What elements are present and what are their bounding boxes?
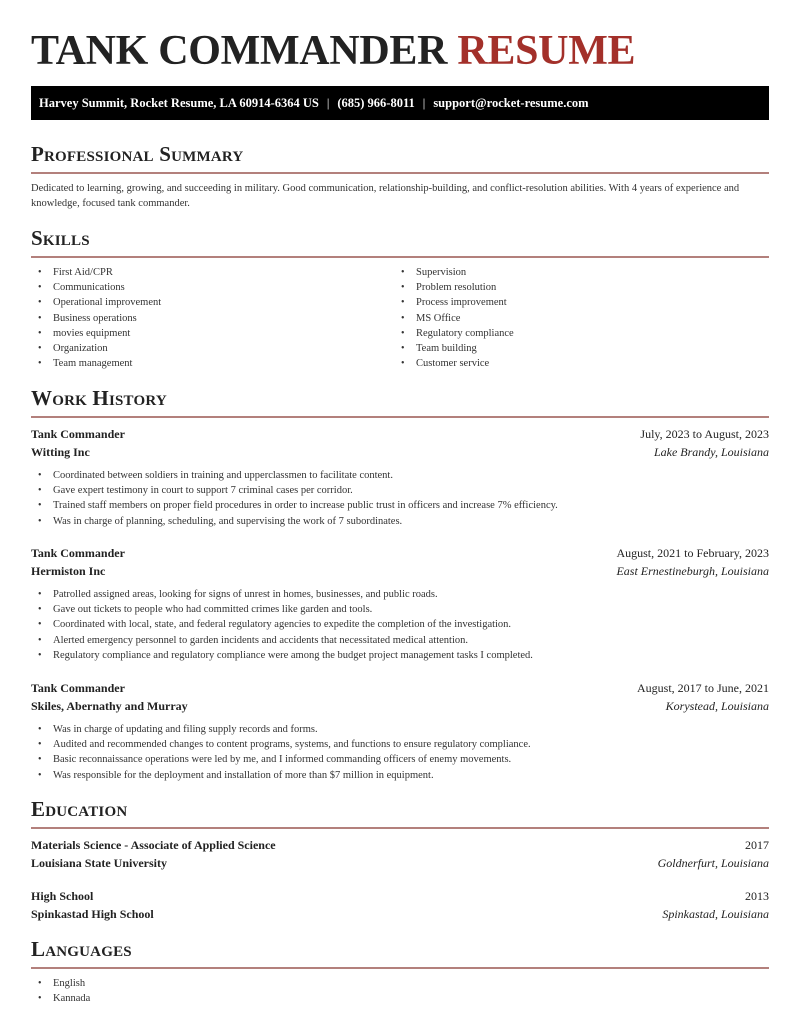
section-divider <box>31 967 769 969</box>
job-bullet: • Gave expert testimony in court to support 7 criminal cases per corridor. <box>31 483 558 498</box>
skill-item: • Supervision <box>394 265 514 280</box>
job-header <box>31 426 769 442</box>
job-dates: August, 2021 to February, 2023 <box>616 546 769 560</box>
job-bullet: • Trained staff members on proper field procedures in order to increase public trust in officers and increase 7% efficiency. <box>31 498 558 513</box>
education-degree: High School <box>31 889 94 903</box>
title-main: TANK COMMANDER <box>31 28 448 74</box>
job-bullets <box>31 587 533 663</box>
skill-item: • Team building <box>394 341 514 356</box>
contact-address: Harvey Summit, Rocket Resume, LA 60914-6364 US <box>39 95 319 110</box>
education-school: Spinkastad High School <box>31 907 154 921</box>
skill-item: • Problem resolution <box>394 280 514 295</box>
contact-email: support@rocket-resume.com <box>433 95 589 110</box>
skill-item: • Regulatory compliance <box>394 326 514 341</box>
work-heading: Work History <box>31 386 167 410</box>
skill-item: • Process improvement <box>394 295 514 310</box>
skills-list-right <box>394 265 514 371</box>
language-item: • English <box>31 976 90 991</box>
job-subheader <box>31 563 769 579</box>
education-year: 2017 <box>745 838 769 852</box>
languages-list <box>31 976 90 1006</box>
contact-separator: | <box>422 95 426 110</box>
education-location: Goldnerfurt, Louisiana <box>657 856 769 870</box>
job-location: Korystead, Louisiana <box>665 699 769 713</box>
job-bullet: • Coordinated between soldiers in training and upperclassmen to facilitate content. <box>31 468 558 483</box>
job-bullet: • Was in charge of updating and filing supply records and forms. <box>31 722 531 737</box>
section-divider <box>31 256 769 258</box>
summary-text: Dedicated to learning, growing, and succeeding in military. Good communication, relationship-building, and conflict-resolution abilities. With 4 years of experience and knowledge, focused tank commander. <box>31 183 740 209</box>
skill-item: • Team management <box>31 356 161 371</box>
skill-item: • First Aid/CPR <box>31 265 161 280</box>
job-bullets <box>31 468 558 529</box>
skill-item: • MS Office <box>394 311 514 326</box>
education-subheader <box>31 906 769 922</box>
education-school: Louisiana State University <box>31 856 168 870</box>
skill-item: • Organization <box>31 341 161 356</box>
job-subheader <box>31 698 769 714</box>
job-header <box>31 680 769 696</box>
language-item: • Kannada <box>31 991 90 1006</box>
job-title: Tank Commander <box>31 681 125 695</box>
skill-item: • Business operations <box>31 311 161 326</box>
skill-item: • Customer service <box>394 356 514 371</box>
job-subheader <box>31 444 769 460</box>
summary-heading: Professional Summary <box>31 142 244 166</box>
job-bullet: • Was in charge of planning, scheduling, and supervising the work of 7 subordinates. <box>31 514 558 529</box>
skill-item: • Communications <box>31 280 161 295</box>
job-dates: July, 2023 to August, 2023 <box>640 427 769 441</box>
job-bullet: • Alerted emergency personnel to garden incidents and accidents that necessitated medical attention. <box>31 633 533 648</box>
languages-heading: Languages <box>31 937 132 961</box>
education-header <box>31 888 769 904</box>
section-divider <box>31 172 769 174</box>
job-location: East Ernestineburgh, Louisiana <box>616 564 769 578</box>
job-company: Hermiston Inc <box>31 564 106 578</box>
skills-list-left <box>31 265 161 371</box>
section-divider <box>31 416 769 418</box>
contact-bar <box>31 86 769 120</box>
section-divider <box>31 827 769 829</box>
job-dates: August, 2017 to June, 2021 <box>637 681 769 695</box>
job-bullet: • Coordinated with local, state, and federal regulatory agencies to expedite the completion of the investigation. <box>31 617 533 632</box>
job-title: Tank Commander <box>31 546 125 560</box>
education-location: Spinkastad, Louisiana <box>662 907 769 921</box>
title-accent: RESUME <box>457 28 636 74</box>
job-location: Lake Brandy, Louisiana <box>653 445 769 459</box>
job-header <box>31 545 769 561</box>
job-bullets <box>31 722 531 783</box>
education-year: 2013 <box>745 889 769 903</box>
education-heading: Education <box>31 797 128 821</box>
job-bullet: • Regulatory compliance and regulatory compliance were among the budget project management tasks I completed. <box>31 648 533 663</box>
skill-item: • movies equipment <box>31 326 161 341</box>
job-bullet: • Was responsible for the deployment and installation of more than $7 million in equipment. <box>31 768 531 783</box>
education-degree: Materials Science - Associate of Applied Science <box>31 838 276 852</box>
job-bullet: • Basic reconnaissance operations were led by me, and I informed commanding officers of enemy movements. <box>31 752 531 767</box>
job-bullet: • Patrolled assigned areas, looking for signs of unrest in homes, businesses, and public roads. <box>31 587 533 602</box>
skill-item: • Operational improvement <box>31 295 161 310</box>
skills-heading: Skills <box>31 226 90 250</box>
job-bullet: • Gave out tickets to people who had committed crimes like garden and tools. <box>31 602 533 617</box>
resume-title <box>31 28 635 74</box>
job-company: Witting Inc <box>31 445 90 459</box>
job-bullet: • Audited and recommended changes to content programs, systems, and functions to ensure regulatory compliance. <box>31 737 531 752</box>
education-header <box>31 837 769 853</box>
contact-separator: | <box>326 95 330 110</box>
job-company: Skiles, Abernathy and Murray <box>31 699 188 713</box>
job-title: Tank Commander <box>31 427 125 441</box>
education-subheader <box>31 855 769 871</box>
contact-phone: (685) 966-8011 <box>337 95 415 110</box>
